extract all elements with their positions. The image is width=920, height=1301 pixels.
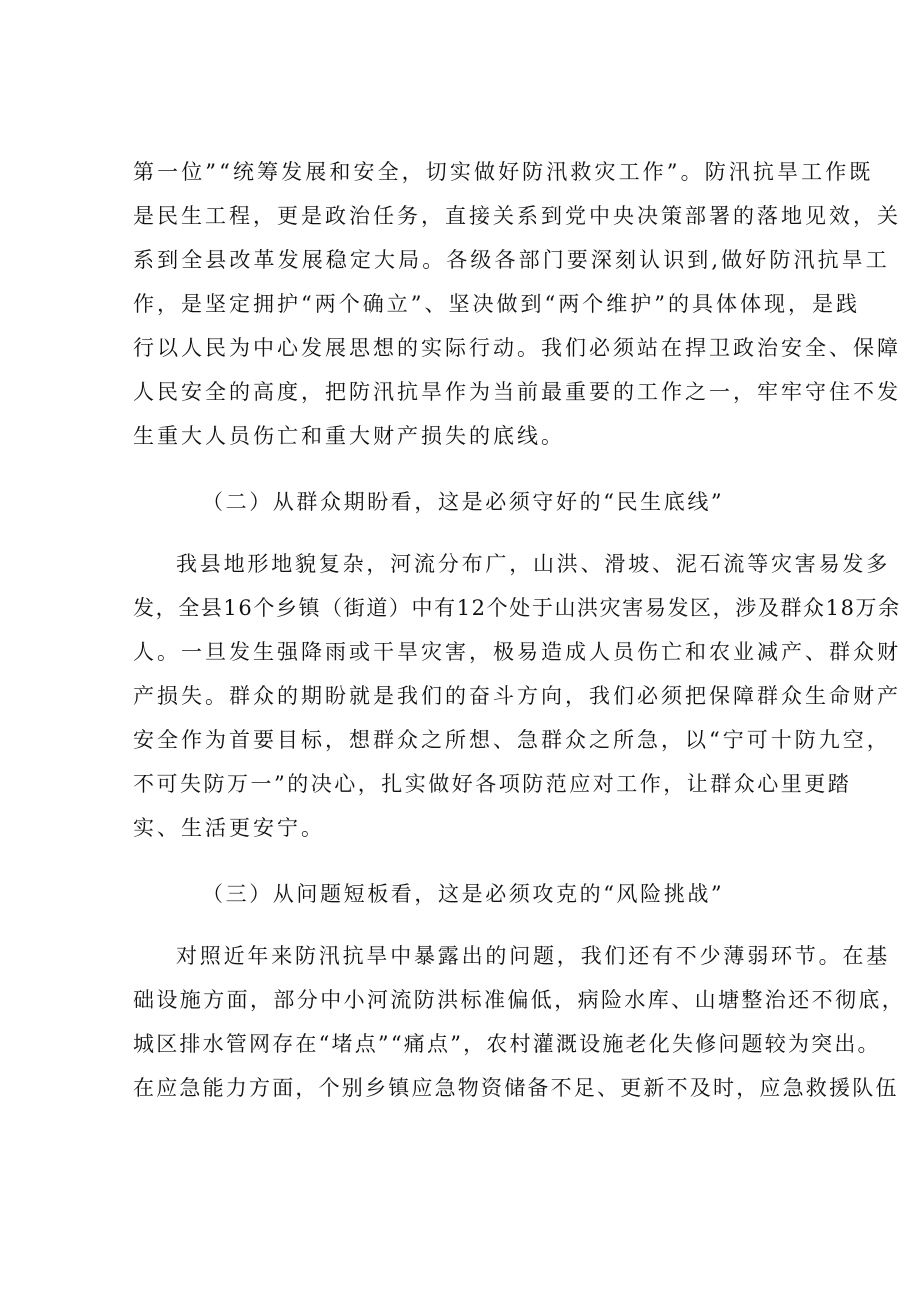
paragraph-line: 人。一旦发生强降雨或干旱灾害，极易造成人员伤亡和农业减产、群众财	[133, 640, 901, 664]
section-heading-3: （三）从问题短板看，这是必须攻克的“风险挑战”	[202, 882, 725, 906]
paragraph-line: 人民安全的高度，把防汛抗旱作为当前最重要的工作之一，牢牢守住不发	[133, 380, 901, 404]
paragraph-line: 础设施方面，部分中小河流防洪标准偏低，病险水库、山塘整治还不彻底，	[133, 988, 906, 1012]
paragraph-line: 安全作为首要目标，想群众之所想、急群众之所急，以“宁可十防九空，	[133, 728, 891, 752]
paragraph-line: 发，全县16个乡镇（街道）中有12个处于山洪灾害易发区，涉及群众18万余	[133, 596, 901, 620]
paragraph-line: 产损失。群众的期盼就是我们的奋斗方向，我们必须把保障群众生命财产	[133, 684, 901, 708]
paragraph-line: 不可失防万一”的决心，扎实做好各项防范应对工作，让群众心里更踏	[133, 772, 852, 796]
paragraph-line: 是民生工程，更是政治任务，直接关系到党中央决策部署的落地见效，关	[133, 204, 901, 228]
paragraph-line: 对照近年来防汛抗旱中暴露出的问题，我们还有不少薄弱环节。在基	[176, 944, 890, 968]
paragraph-line: 第一位”“统筹发展和安全，切实做好防汛救灾工作”。防汛抗旱工作既	[133, 160, 874, 184]
paragraph-line: 实、生活更安宁。	[133, 816, 325, 840]
paragraph-line: 在应急能力方面，个别乡镇应急物资储备不足、更新不及时，应急救援队伍	[133, 1076, 899, 1100]
section-heading-2: （二）从群众期盼看，这是必须守好的“民生底线”	[202, 490, 725, 514]
paragraph-line: 作，是坚定拥护“两个确立”、坚决做到“两个维护”的具体体现，是践	[133, 292, 860, 316]
paragraph-line: 城区排水管网存在“堵点”“痛点”，农村灌溉设施老化失修问题较为突出。	[133, 1032, 881, 1056]
paragraph-line: 行以人民为中心发展思想的实际行动。我们必须站在捍卫政治安全、保障	[133, 336, 901, 360]
paragraph-line: 生重大人员伤亡和重大财产损失的底线。	[133, 424, 565, 448]
paragraph-line: 我县地形地貌复杂，河流分布广，山洪、滑坡、泥石流等灾害易发多	[176, 552, 890, 576]
paragraph-line: 系到全县改革发展稳定大局。各级各部门要深刻认识到,做好防汛抗旱工	[133, 248, 890, 272]
